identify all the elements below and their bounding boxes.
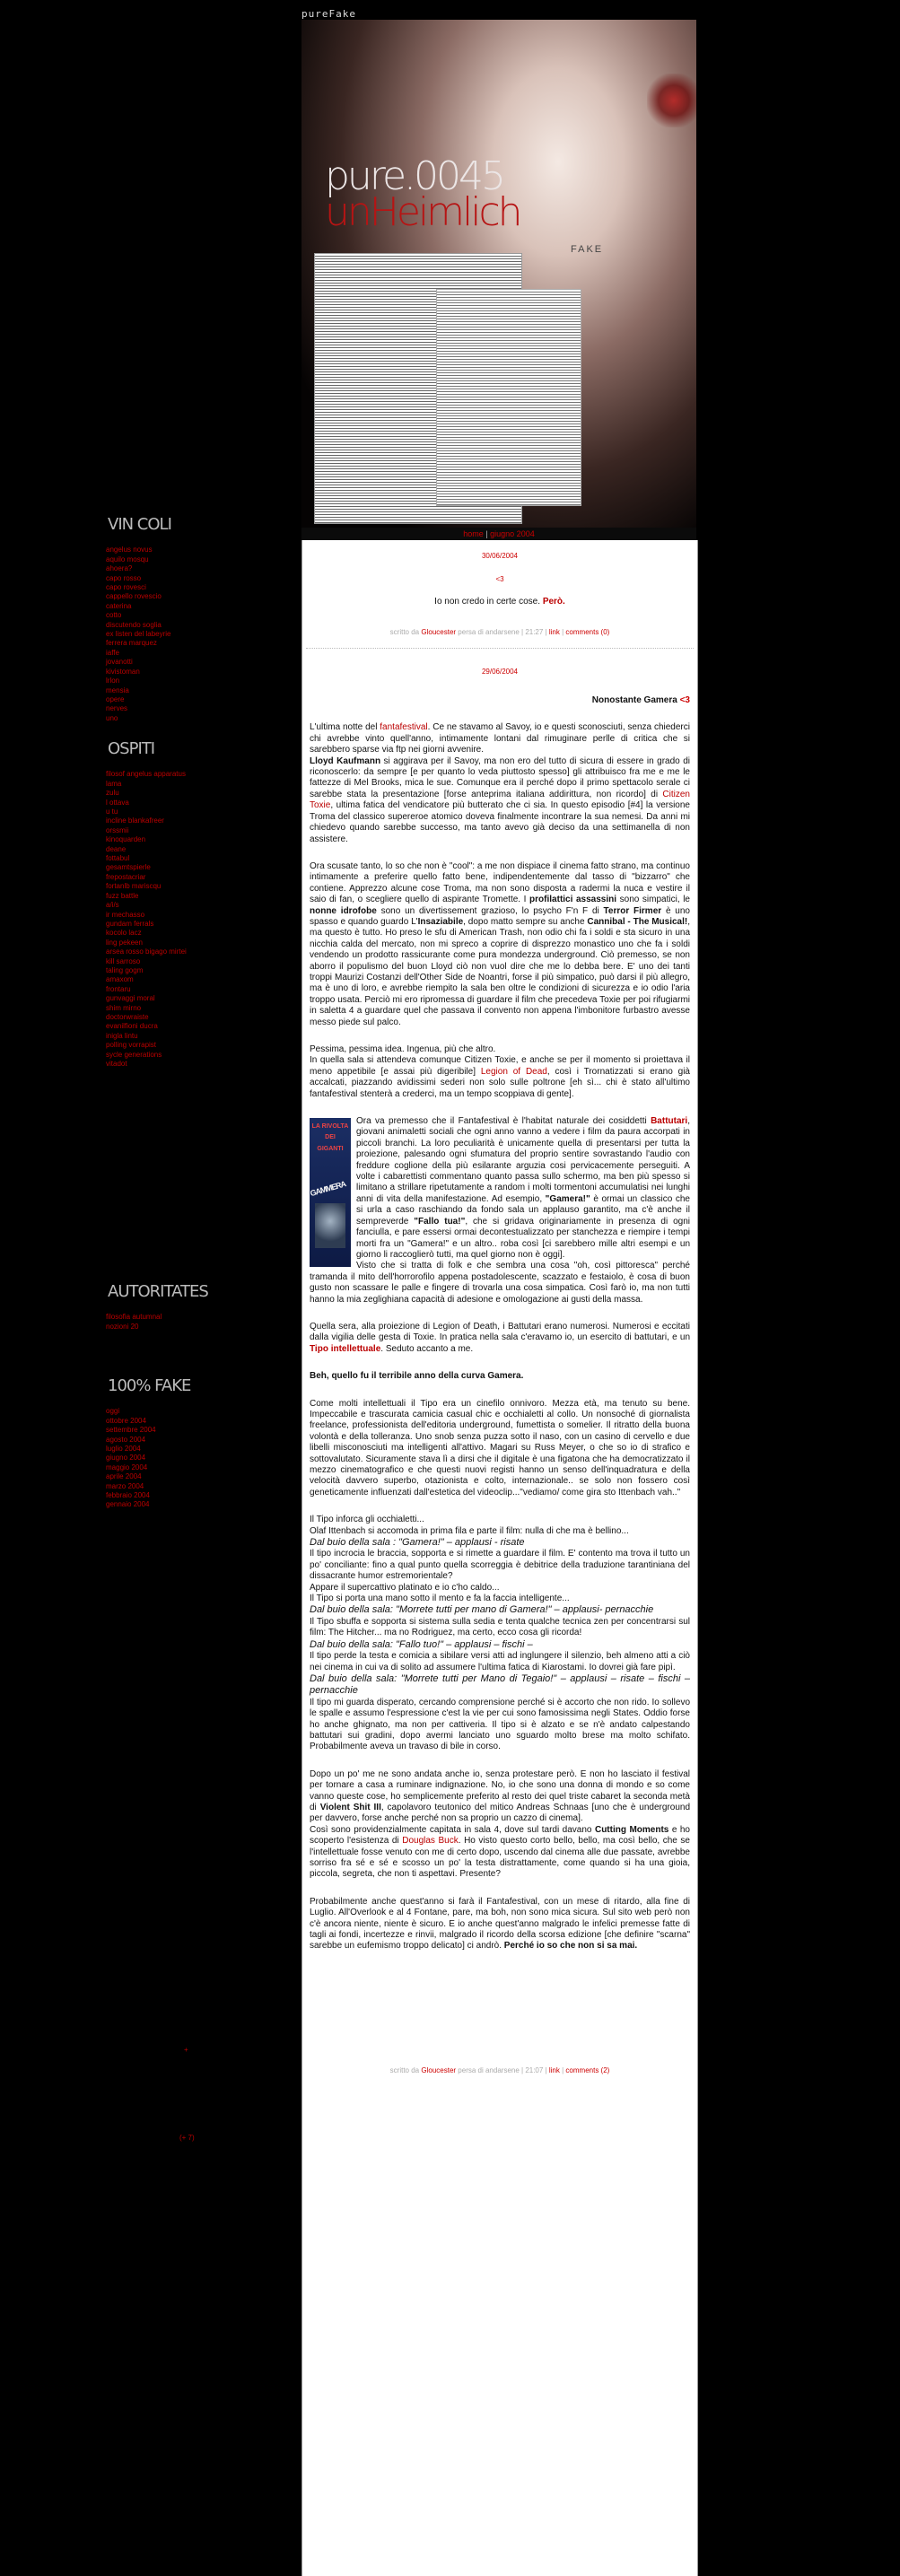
- ospiti-item: [106, 826, 187, 835]
- p3-d: è uno spasso e quando guardo L': [310, 905, 690, 927]
- archivio-item: [106, 1454, 190, 1463]
- archivio-link[interactable]: agosto 2004: [106, 1435, 146, 1444]
- p9-f: Il Tipo sbuffa e sopporta si sistema sulla sedia e tenta qualche tecnica zen per concentrarsi sul film: The Hitcher... ma no Rodriguez, ma certo, ecco cosa gli ricorda!: [310, 1616, 690, 1638]
- header-title-line1: pure.0045: [325, 153, 503, 199]
- post2-paragraph-7: Beh, quello fu il terribile anno della curva Gamera.: [310, 1371, 524, 1382]
- post1-date: 30/06/2004: [481, 552, 519, 560]
- p10-e: . Ho visto questo corto bello, bello, ma così bello, che se l'intellettuale fosse venuto con me di certo dopo, uscendo dal cinema alle due passate, avrebbe sorriso fra sé e sé e scosso un po' la testa distrattamente, come quando si ha una gioia, piccola, segreta, che non ti aspettavi. Presente?: [310, 1836, 690, 1880]
- ospiti-link[interactable]: gesamtspierle: [106, 863, 151, 872]
- autoritates-item: [106, 1323, 208, 1332]
- archivio-item: [106, 1417, 190, 1426]
- p10-a: Dopo un po' me ne sono andata anche io, senza protestare però. E non ho lasciato il festival per tornare a casa a ruminare indignazione. No, io che sono una donna di mondo e so come vanno queste cose, ho semplicemente preferito al resto dei quel triste cabaret la seconda metà di: [310, 1768, 690, 1812]
- ospiti-link[interactable]: ir mechasso: [106, 910, 145, 919]
- ospiti-item: [106, 957, 187, 966]
- counter-text: (+ 7): [179, 2134, 195, 2142]
- vincoli-link[interactable]: discutendo soglia: [106, 620, 162, 629]
- archivio-heading: 100% FAKE: [108, 1376, 191, 1395]
- ospiti-link[interactable]: sycle generations: [106, 1050, 162, 1059]
- post2-paragraph-10: [310, 1769, 690, 1881]
- archivio-item: [106, 1500, 190, 1509]
- vincoli-item: [106, 695, 171, 704]
- header-fake-word: FAKE: [571, 244, 604, 255]
- archivio-item: [106, 1491, 190, 1500]
- vincoli-item: [106, 677, 171, 685]
- ospiti-item: [106, 911, 187, 920]
- poster-top-text: LA RIVOLTA DEI GIGANTI: [311, 1123, 349, 1152]
- p3-a: Ora scusate tanto, lo so che non è "cool": a me non dispiace il cinema fatto strano, ma continuo intimamente a preferire quello fatto bene, indipendentemente dal tasso di "bizzarro" che contiene. Apprezzo alcune cose Troma, ma non sono disposta a radermi la nuca e vestire il saio di fan, o scegliere quello di aspirante Tromette. I: [310, 860, 690, 905]
- post2-paragraph-3: [310, 861, 690, 1028]
- archivio-item: [106, 1445, 190, 1454]
- p2-text-a: si aggirava per il Savoy, ma non ero del tutto di sicura di essere in grado di riconoscerlo: da sempre [e per quanto lo veda piuttosto spesso] gli attribuisco fra me e me le fattezze di Mel Brooks, mica le sue. Comunque era il perché dopo il primo spettacolo serale ci sarebbe stata la presentazione [forse anteprima italiana addirittura, non ricordo] di: [310, 755, 690, 799]
- p11-bold: Perché io so che non si sa mai.: [502, 1941, 638, 1952]
- archivio-link[interactable]: giugno 2004: [106, 1454, 146, 1463]
- vincoli-item: [106, 686, 171, 695]
- p11-a: Probabilmente anche quest'anno si farà il Fantafestival, con un mese di ritardo, alla fine di Luglio. All'Overlook e al 4 Fontane, pare, ma boh, non sono mica sicura. Sul sito web però non c'è ancora niente, niente è sicuro. E io anche quest'anno malgrado le infelici premesse fatte di tagli ai fondi, incertezze e rinvii, malgrado il ricordo della scorsa edizione [che definire "scarna" sarebbe un eufemismo troppo delicato] ci andrò.: [310, 1896, 690, 1952]
- post1-comments-link[interactable]: comments (0): [565, 628, 610, 637]
- ospiti-link[interactable]: gunvaggi moral: [106, 994, 155, 1003]
- sidebar-section-vincoli: [100, 515, 171, 723]
- ospiti-link[interactable]: filosof angelus apparatus: [106, 770, 186, 779]
- post2-permalink[interactable]: link: [548, 2065, 560, 2074]
- ospiti-item: [106, 1041, 187, 1050]
- p5-e: Visto che si tratta di folk e che sembra una cosa "oh, così pittoresca" perché tramanda il mito dell'horrorofilo appena postadolescente, scazzato e festaiolo, è cosa di buon gusto non scassare le palle e fingere di trovarla una cosa simpatica. Così farò io, ma non tutti hanno la mia zeglighiana capacità di adesione e omologazione ai gusti della massa.: [310, 1261, 690, 1305]
- post2-paragraph-5: [310, 1116, 690, 1305]
- header-nav: [301, 528, 696, 540]
- archivio-link[interactable]: gennaio 2004: [106, 1500, 150, 1509]
- post2-author-link[interactable]: Gloucester: [421, 2065, 457, 2074]
- vincoli-item: [106, 621, 171, 630]
- ospiti-item: [106, 863, 187, 872]
- ospiti-link[interactable]: l ottava: [106, 798, 129, 807]
- vincoli-item: [106, 649, 171, 658]
- p5-c: è ormai un classico che si urla a caso raschiando da fondo sala un applauso garantito, ma c'è anche il sempreverde: [356, 1193, 690, 1227]
- ospiti-item: [106, 975, 187, 984]
- vincoli-item: [106, 714, 171, 723]
- fantafestival-link[interactable]: fantafestival: [380, 722, 428, 733]
- vincoli-heading: VIN COLI: [108, 515, 171, 534]
- nav-home-link[interactable]: home: [463, 529, 484, 538]
- autoritates-link[interactable]: filosofia autumnal: [106, 1313, 162, 1322]
- post1-text: [302, 597, 697, 607]
- main-content: [301, 540, 698, 2576]
- post-1: [302, 551, 697, 649]
- ospiti-item: [106, 1004, 187, 1013]
- vincoli-item: [106, 564, 171, 573]
- autoritates-link[interactable]: nozioni 20: [106, 1322, 139, 1331]
- p2-bold: Lloyd Kaufmann: [310, 755, 381, 766]
- vincoli-link[interactable]: ferrera marquez: [106, 639, 157, 648]
- post2-title: [302, 695, 690, 706]
- p3-f: , ma questo è tutto. Ho preso le sfu di American Trash, non odio chi fa i soldi e sta sicuro in una nicchia calda del mercato, non mi spreco a coprire di disprezzo monastico uno che fa i soldi vendendo un prodotto rassicurante come pura mondezza underground. Ciò premesso, se non aborro il populismo del buon Lloyd ciò non vuol dire che me lo debba bere. E' uno dei tanti troppi Maurizi Costanzi dell'Other Side de Noantri, forse il più simpatico, può darsi il più allegro, ma è uno di loro, e avrebbe riempito la sala ben oltre le condizioni di sicurezza e io odio l'aria troppo usata. Perciò mi ero ripromessa di guardare il film che precedeva Toxie per poi rifugiarmi in saletta 4 a guardare quel che passava il convento non appena l'imbonitore furbastro avesse messo piede sul palco.: [310, 916, 691, 1027]
- quote-1: Dal buio della sala : "Gamera!" – applausi - risate: [310, 1537, 525, 1549]
- p1-text-b: . Ce ne stavamo al Savoy, io e questi sconosciuti, senza chiederci chi avrebbe vinto quell'anno, intimamente lontani dal rimuginare perlle di critica che si sarebbero sparse via ftp nei giorni avvenire.: [310, 722, 690, 755]
- p9-a: Il Tipo inforca gli occhialetti...: [310, 1515, 424, 1525]
- ospiti-item: [106, 845, 187, 854]
- vincoli-link[interactable]: opere: [106, 694, 125, 703]
- post1-author-link[interactable]: Gloucester: [421, 628, 457, 637]
- post-2: [302, 667, 697, 2077]
- quote-3: Dal buio della sala: "Fallo tuo!" – applausi – fischi –: [310, 1638, 533, 1650]
- post2-footer: scritto da Gloucester persa di andarsene | 21:07 | link | comments (2): [389, 2065, 610, 2074]
- p9-c: Il tipo incrocia le braccia, sopporta e si rimette a guardare il film. E' contento ma trova il tutto un po' conciliante: fino a qual punto quella scorreggia è debitrice della traduzione tarantiniana del dissacrante humor estremorientale?: [310, 1549, 690, 1582]
- ospiti-item: [106, 882, 187, 891]
- header-red-spot: [647, 74, 696, 127]
- archivio-list: [100, 1407, 190, 1509]
- vincoli-link[interactable]: cotto: [106, 611, 122, 620]
- p1-text-a: L'ultima notte del: [310, 722, 378, 733]
- ospiti-item: [106, 1032, 187, 1041]
- vincoli-item: [106, 583, 171, 592]
- archivio-link[interactable]: maggio 2004: [106, 1463, 148, 1471]
- p4-a: Pessima, pessima idea. Ingenua, più che altro.: [310, 1044, 496, 1054]
- ospiti-item: [106, 1022, 187, 1031]
- post2-arrow-icon[interactable]: <3: [679, 695, 690, 706]
- nav-month-link[interactable]: giugno 2004: [490, 529, 535, 538]
- ospiti-link[interactable]: inigla lintu: [106, 1031, 138, 1040]
- vincoli-list: [100, 546, 171, 723]
- post1-text-a: Io non credo in certe cose.: [434, 596, 541, 607]
- archivio-link[interactable]: marzo 2004: [106, 1481, 144, 1490]
- p2-text-b: , ultima fatica del vendicatore più butterato che ci sia. In questo episodio [#4] la versione Troma del classico supereroe atomico doveva finalmente incontrare la sua nemesi. Da anni mi chiedevo quando sarebbe successo, ma tanto avevo già deciso da una settimanella di non assistere.: [310, 800, 690, 844]
- vincoli-item: [106, 555, 171, 564]
- ospiti-link[interactable]: kill sarroso: [106, 956, 141, 965]
- p9-h: Il tipo mi guarda disperato, cercando comprensione perché si è accorto che non rido. Io sollevo le spalle e assumo l'espressione c'est la vie per cui sono famosissima negli States. Oddio forse ho anche ghignato, ma non per cattiveria. Il tipo si è alzato e se n'è andato calpestando battutari sui gradini, dopo avermi lanciato uno sguardo molto brese ma molto schifato. Probabilmente aveva un travaso di bile in corso.: [310, 1697, 690, 1752]
- post1-permalink[interactable]: link: [548, 628, 560, 637]
- post1-arrow-icon[interactable]: <3: [495, 575, 504, 584]
- ospiti-item: [106, 985, 187, 994]
- post2-footer-mid: scritto da: [389, 2065, 420, 2074]
- ospiti-link[interactable]: doctorwraiste: [106, 1012, 149, 1021]
- archivio-link[interactable]: febbraio 2004: [106, 1491, 150, 1500]
- p3-bold4: Insaziabile: [417, 916, 464, 927]
- vincoli-link[interactable]: uno: [106, 713, 118, 722]
- post2-paragraph-8: Come molti intellettuali il Tipo era un cinefilo onnivoro. Mezza età, ma tenuto su bene. Impeccabile e trascurata camicia casual chic e occhialetti al collo. Un nonsoché di giornalista freelance, professionista dell'editoria underground, fumettista o somelier. Il ritratto della buona volontà e della tolleranza. Uno snob senza puzza sotto il naso, con un casino di cervello e due libelli misconosciuti ma intelligenti all'attivo. Magari su Russ Meyer, o che so io di strafico e sottovalutato. Sicuramente stava lì a dirsi che il digitale è una figatona che ha democratizzato il mezzo cinematografico e che questi nuovi registi hanno un senso dell'inquadratura e della velocità davvero superbo, otazionista e colto, internazionale.. se solo non fossero così geneticamente influenzati dall'estetica del videoclip..."vediamo/ come gira sto Ittenbach vah..": [310, 1398, 690, 1498]
- ospiti-link[interactable]: amaxom: [106, 975, 134, 984]
- post2-paragraph-11: [310, 1897, 690, 1952]
- vincoli-link[interactable]: aquilo mosqu: [106, 554, 149, 563]
- ospiti-link[interactable]: lama: [106, 779, 122, 788]
- ospiti-list: [100, 770, 187, 1069]
- archivio-item: [106, 1436, 190, 1445]
- post1-footer-time: persa di andarsene | 21:27 |: [458, 628, 547, 637]
- autoritates-heading: AUTORITATES: [108, 1282, 208, 1301]
- p5-bold3: "Fallo tua!": [408, 1216, 466, 1227]
- ospiti-link[interactable]: kocolo lacz: [106, 929, 142, 938]
- p9-e: Il Tipo si porta una mano sotto il mento e fa la faccia intelligente...: [310, 1594, 570, 1604]
- ospiti-link[interactable]: evanilfioni ducra: [106, 1022, 158, 1031]
- vincoli-link[interactable]: cappello rovescio: [106, 592, 162, 601]
- vincoli-item: [106, 602, 171, 611]
- ospiti-item: [106, 789, 187, 798]
- gamera-poster-image[interactable]: [310, 1118, 351, 1267]
- ospiti-item: [106, 835, 187, 844]
- counter-icon: +: [184, 2046, 188, 2054]
- post1-text-b: Però.: [542, 596, 565, 607]
- douglas-buck-link[interactable]: Douglas Buck: [398, 1836, 459, 1847]
- vincoli-link[interactable]: capo rosso: [106, 573, 142, 582]
- ospiti-link[interactable]: ling pekeen: [106, 938, 143, 947]
- ospiti-item: [106, 1051, 187, 1060]
- ospiti-item: [106, 929, 187, 938]
- ospiti-link[interactable]: taling gogm: [106, 965, 144, 974]
- vincoli-item: [106, 574, 171, 583]
- site-name[interactable]: pureFake: [301, 8, 356, 20]
- vincoli-link[interactable]: caterina: [106, 601, 132, 610]
- ospiti-item: [106, 1060, 187, 1069]
- p9-d: Appare il supercattivo platinato e io c'ho caldo...: [310, 1582, 500, 1593]
- p9-b: Olaf Ittenbach si accomoda in prima fila e parte il film: nulla di che ma è bellino...: [310, 1525, 629, 1536]
- p10-b: , capolavoro teutonico del mitico Andreas Schnaas [uno che è underground per davvero, forse anche perché non sa proprio un cazzo di cinema].: [310, 1802, 690, 1824]
- p4-c: , così i Trornatizzati si erano già accalcati, piazzando avidissimi sederi non solo sulle poltrone [eh sì... chi è stato all'ultimo fantafestival stenterà a crederci, ma un tempo scoppiava di gente].: [310, 1066, 690, 1099]
- ospiti-link[interactable]: frepostacriar: [106, 872, 146, 881]
- ospiti-link[interactable]: polling vorrapist: [106, 1041, 157, 1050]
- sidebar-section-archivio: [100, 1376, 191, 1510]
- ospiti-link[interactable]: vitadot: [106, 1060, 127, 1068]
- vincoli-link[interactable]: ahoera?: [106, 564, 133, 573]
- p10-c: Così sono providenzialmente capitata in sala 4, dove sul tardi davano: [310, 1824, 592, 1835]
- ospiti-item: [106, 994, 187, 1003]
- ospiti-link[interactable]: shim mirno: [106, 1003, 142, 1012]
- ospiti-link[interactable]: deane: [106, 844, 127, 853]
- archivio-link[interactable]: oggi: [106, 1407, 120, 1416]
- ospiti-item: [106, 816, 187, 825]
- post2-paragraph-4: [310, 1044, 690, 1100]
- p3-b: sono simpatici, le: [616, 895, 690, 905]
- ospiti-item: [106, 1013, 187, 1022]
- header-title-line2: unHeimlich: [325, 189, 520, 235]
- archivio-link[interactable]: settembre 2004: [106, 1426, 156, 1435]
- p3-bold: profilattici assassini: [526, 895, 617, 905]
- vincoli-item: [106, 546, 171, 554]
- post2-paragraph-1: [310, 722, 690, 844]
- p3-c: sono un divertissement grazioso, lo psycho F'n F di: [376, 905, 599, 916]
- p5-a: Ora va premesso che il Fantafestival è l'habitat naturale dei cosiddetti: [356, 1116, 647, 1127]
- quote-4: Dal buio della sala: "Morrete tutti per Mano di Tegaio!" – applausi – risate – fischi – pernacchie: [310, 1672, 690, 1697]
- ospiti-link[interactable]: incline blankafreer: [106, 816, 164, 825]
- archivio-link[interactable]: ottobre 2004: [106, 1416, 146, 1425]
- ospiti-link[interactable]: fuzz battle: [106, 891, 139, 900]
- vincoli-item: [106, 668, 171, 677]
- p3-e: , dopo matto sempre su anche: [463, 916, 585, 927]
- p5-bold2: "Gamera!": [542, 1193, 590, 1204]
- archivio-link[interactable]: luglio 2004: [106, 1445, 141, 1454]
- ospiti-item: [106, 808, 187, 816]
- post2-comments-link[interactable]: comments (2): [565, 2065, 610, 2074]
- p3-bold2: nonne idrofobe: [310, 905, 377, 916]
- ospiti-link[interactable]: zulu: [106, 789, 119, 798]
- p10-bold: Violent Shit III: [316, 1802, 381, 1812]
- archivio-item: [106, 1463, 190, 1472]
- vincoli-item: [106, 592, 171, 601]
- vincoli-link[interactable]: mensia: [106, 685, 129, 694]
- vincoli-item: [106, 704, 171, 713]
- archivio-link[interactable]: aprile 2004: [106, 1472, 142, 1481]
- post1-footer: scritto da Gloucester persa di andarsene | 21:27 | link | comments (0): [389, 628, 610, 637]
- p5-b: , giovani animaletti sociali che ogni anno vanno a vedere i film da paura accorpati in piccoli branchi. La loro peculiarità è unicamente quella di presentarsi per tutta la proiezione, palesando ogni sfumatura del proprio sentire sovrastando l'audio con freddure coglione della più esilarante arguzia cosi pervicacemente perseguiti. A volte i cabarettisti commentano quanto passa sullo schermo, ma ben più spesso si limitano a strillare ripetutamente a random i molti tormentoni accumulatisi nei lunghi anni di vita della manifestazione. Ad esempio,: [356, 1116, 690, 1204]
- autoritates-list: [100, 1313, 208, 1332]
- ospiti-item: [106, 780, 187, 789]
- ospiti-item: [106, 920, 187, 929]
- sidebar-section-autoritates: [100, 1282, 208, 1332]
- ospiti-link[interactable]: u tu: [106, 808, 118, 816]
- p6-b: . Seduto accanto a me.: [380, 1343, 474, 1354]
- ospiti-link[interactable]: arsea rosso bigago mirtei: [106, 947, 187, 956]
- ospiti-item: [106, 770, 187, 779]
- vincoli-link[interactable]: jovanotti: [106, 658, 133, 667]
- post2-footer-time: persa di andarsene | 21:07 |: [458, 2065, 547, 2074]
- p6-bold: Tipo intellettuale: [310, 1343, 381, 1354]
- header-banner: [301, 20, 696, 540]
- poster-title-text: GAMMERA: [309, 1179, 347, 1199]
- header-newspaper-clip-2: [436, 289, 581, 506]
- ospiti-link[interactable]: gundam ferrals: [106, 919, 154, 928]
- vincoli-link[interactable]: ex listen del labeyrie: [106, 630, 171, 639]
- vincoli-link[interactable]: angelus novus: [106, 546, 153, 554]
- vincoli-link[interactable]: iaffe: [106, 648, 119, 657]
- ospiti-link[interactable]: fottabul: [106, 854, 130, 863]
- post2-paragraph-9: [310, 1515, 690, 1753]
- p4-b: In quella sala si attendeva comunque Citizen Toxie, e anche se per il momento si proiettava il meno appetibile [e assai più digeribile]: [310, 1055, 690, 1077]
- p6-a: Quella sera, alla proiezione di Legion of Death, i Battutari erano numerosi. Numerosi e eccitati dalla vigilia delle gesta di Toxie. In pratica nella sala c'eravamo io, un esercito di battutari, e un: [310, 1321, 690, 1343]
- p3-bold5: Cannibal - The Musical!: [584, 916, 688, 927]
- post2-title-text: Nonostante Gamera: [591, 695, 677, 706]
- ospiti-link[interactable]: orssmii: [106, 825, 129, 834]
- archivio-item: [106, 1482, 190, 1491]
- ospiti-link[interactable]: fortanlb mariscqu: [106, 882, 162, 891]
- ospiti-link[interactable]: kinoquarden: [106, 835, 146, 844]
- archivio-item: [106, 1426, 190, 1435]
- p9-g: Il tipo perde la testa e comicia a sibilare versi atti ad inglungere il silenzio, beh almeno atti a ciò nei cinema in cui va di solito ad assumere l'ultima fatica di Kiarostami. Io dovrei già fare pipì.: [310, 1651, 690, 1672]
- post2-body: [302, 722, 697, 1952]
- legion-of-dead-link[interactable]: Legion of Dead: [475, 1066, 547, 1077]
- header-title: [325, 153, 520, 235]
- nav-separator: |: [485, 529, 488, 538]
- vincoli-item: [106, 658, 171, 667]
- poster-monster: [315, 1203, 345, 1248]
- post1-footer-mid: scritto da: [389, 628, 420, 637]
- vincoli-link[interactable]: nerves: [106, 704, 128, 713]
- ospiti-link[interactable]: a/i/s: [106, 901, 119, 910]
- p5-bold: Battutari: [646, 1116, 688, 1127]
- archivio-item: [106, 1472, 190, 1481]
- autoritates-item: [106, 1313, 208, 1322]
- post2-date: 29/06/2004: [481, 667, 519, 676]
- sidebar-section-ospiti: [100, 739, 187, 1069]
- ospiti-item: [106, 854, 187, 863]
- p3-bold3: Terror Firmer: [599, 905, 662, 916]
- ospiti-heading: OSPITI: [108, 739, 155, 758]
- ospiti-item: [106, 873, 187, 882]
- p10-d: e ho scoperto l'esistenza di: [310, 1824, 690, 1847]
- vincoli-link[interactable]: capo rovesci: [106, 583, 146, 592]
- vincoli-item: [106, 630, 171, 639]
- ospiti-item: [106, 799, 187, 808]
- vincoli-link[interactable]: kivistoman: [106, 667, 140, 676]
- quote-2: Dal buio della sala: "Morrete tutti per mano di Gamera!" – applausi- pernacchie: [310, 1604, 654, 1616]
- post-divider: [306, 648, 694, 649]
- ospiti-item: [106, 901, 187, 910]
- archivio-item: [106, 1407, 190, 1416]
- post2-paragraph-6: [310, 1322, 690, 1355]
- ospiti-item: [106, 939, 187, 947]
- vincoli-link[interactable]: lrlon: [106, 677, 120, 685]
- citizen-toxie-link[interactable]: Citizen Toxie: [310, 789, 690, 811]
- p5-d: , che si gridava originariamente in presenza di ogni fanciulla, e pare essersi ormai decontestualizzato per stanchezza e riempire i tempi morti fra un "Gamera!" e un altro.. roba così [ci sarebbero mille altri esempi e un giorno li raccoglierò tutti, ma quel giorno non è oggi].: [356, 1216, 690, 1260]
- vincoli-item: [106, 611, 171, 620]
- ospiti-item: [106, 892, 187, 901]
- ospiti-item: [106, 966, 187, 975]
- ospiti-link[interactable]: frontaru: [106, 984, 131, 993]
- p10-bold2: Cutting Moments: [591, 1824, 669, 1835]
- ospiti-item: [106, 947, 187, 956]
- vincoli-item: [106, 639, 171, 648]
